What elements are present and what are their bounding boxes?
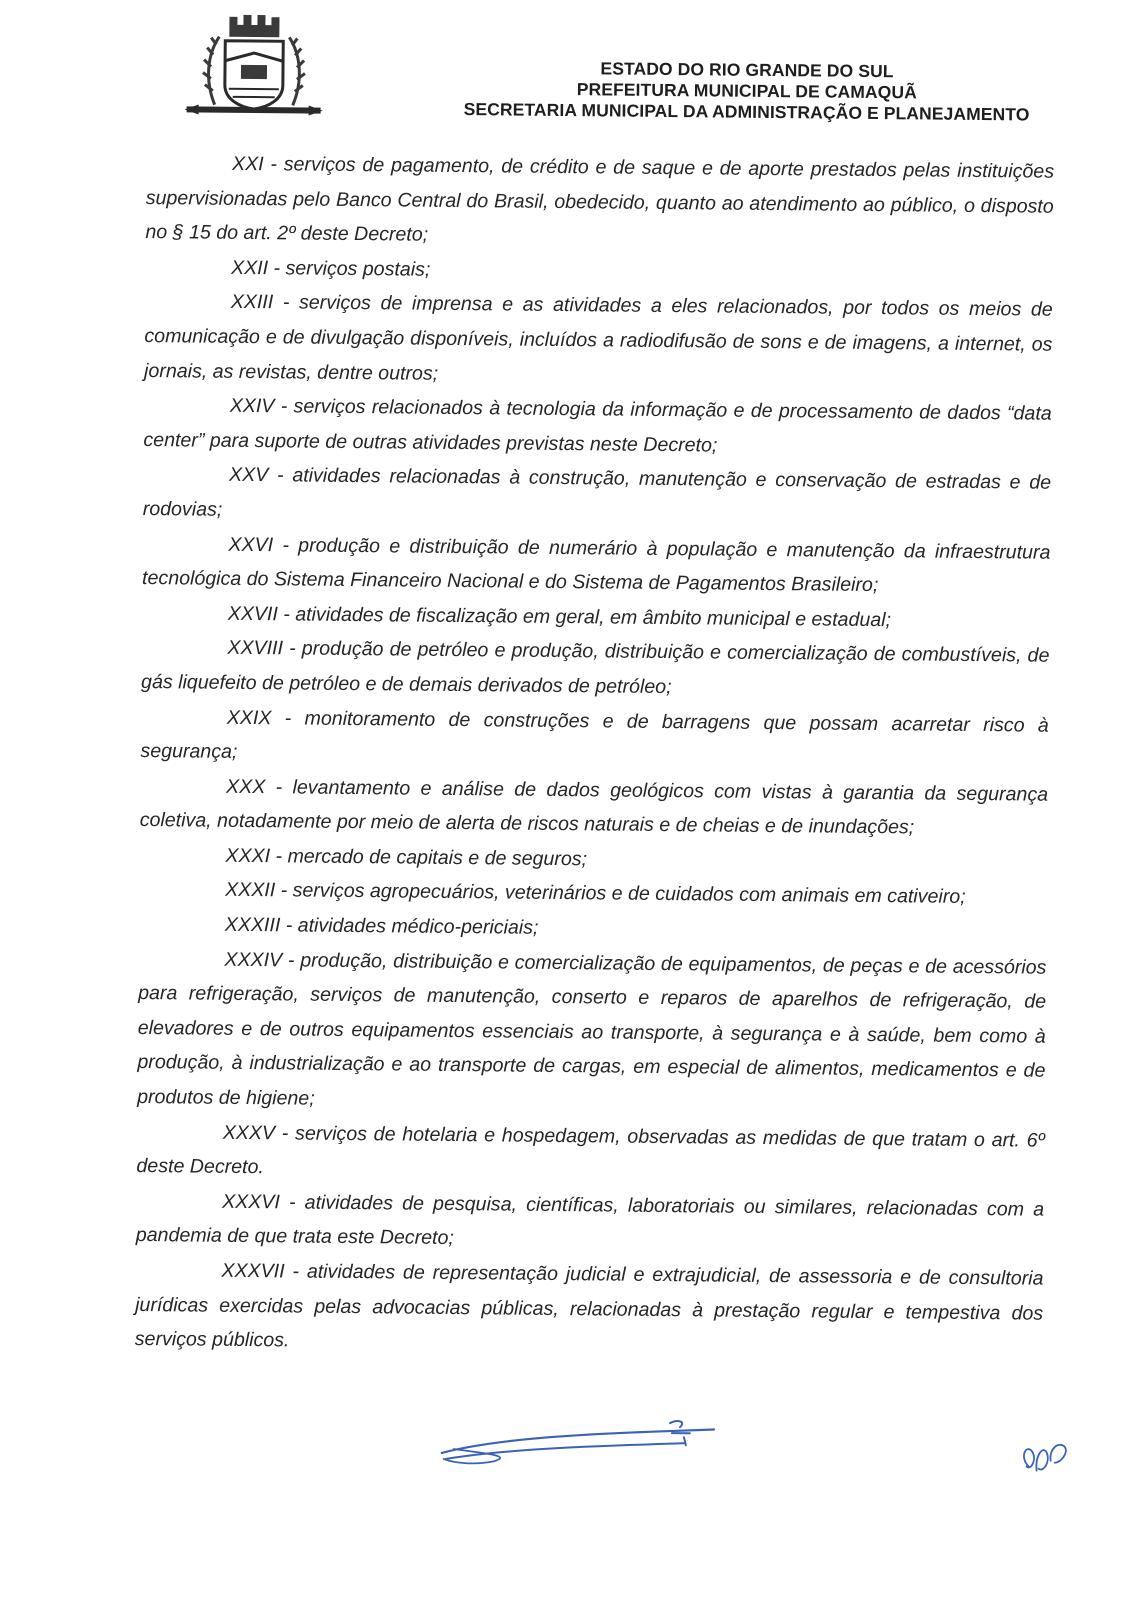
handwritten-initials-icon: [1008, 1426, 1079, 1487]
decree-item-xxxvi: XXXVI - atividades de pesquisa, científicas, laboratoriais ou similares, relacionadas com a pandemia de que trata este Decreto;: [135, 1190, 1045, 1250]
decree-item-xxxv: XXXV - serviços de hotelaria e hospedagem, observadas as medidas de que tratam o art. 6º deste Decreto.: [136, 1121, 1045, 1179]
decree-item-xxiv: XXIV - serviços relacionados à tecnologia da informação e de processamento de dados “data center” para suporte de outras atividades previstas neste Decreto;: [143, 394, 1052, 457]
letterhead: [6, 0, 1125, 145]
signature-area: [0, 1395, 1119, 1526]
decree-item-xxxii: XXXII - serviços agropecuários, veterinários e de cuidados com animais em cativeiro;: [225, 879, 966, 909]
decree-item-xxii: XXII - serviços postais;: [230, 256, 431, 281]
decree-item-xxv: XXV - atividades relacionadas à construção, manutenção e conservação de estradas e de rodovias;: [142, 464, 1052, 521]
decree-item-xxxvii: XXXVII - atividades de representação judicial e extrajudicial, de assessoria e de consultoria jurídicas exercidas pelas advocacias públicas, relacionadas à prestação regular e tempestiva dos serviços públicos.: [134, 1259, 1044, 1352]
decree-item-xxiii: XXIII - serviços de imprensa e as atividades a eles relacionados, por todos os meios de comunicação e de divulgação disponíveis, incluídos a radiodifusão de sons e de imagens, a internet, os jornais, as revistas, dentre outros;: [143, 291, 1053, 385]
municipal-coat-of-arms-icon: [184, 10, 323, 129]
letterhead-text: [407, 56, 1088, 126]
decree-item-xxvi: XXVI - produção e distribuição de numerário à população e manutenção da infraestrutura tecnológica do Sistema Financeiro Nacional e do Sistema de Pagamentos Brasileiro;: [142, 533, 1051, 597]
decree-item-xxix: XXIX - monitoramento de construções e de barragens que possam acarretar risco à segurança;: [140, 706, 1049, 763]
handwritten-signature-icon: [434, 1409, 735, 1472]
decree-item-xxi: XXI - serviços de pagamento, de crédito e de saque e de aporte prestados pelas instituições supervisionadas pelo Banco Central do Brasil, obedecido, quanto ao atendimento ao público, o disposto no § 15 do art. 2º deste Decreto;: [145, 152, 1055, 246]
header-municipality: PREFEITURA MUNICIPAL DE CAMAQUÃ: [576, 79, 917, 103]
decree-item-xxviii: XXVIII - produção de petróleo e produção, distribuição e comercialização de combustíveis, de gás liquefeito de petróleo e de demais derivados de petróleo;: [141, 637, 1050, 698]
decree-item-xxxi: XXXI - mercado de capitais e de seguros;: [225, 844, 588, 871]
decree-item-xxxiv: XXXIV - produção, distribuição e comercialização de equipamentos, de peças e de acessórios para refrigeração, serviços de manutenção, conserto e reparos de aparelhos de refrigeração, de elevadores e de outros equipamentos essenciais ao transporte, à segurança e à saúde, bem como à produção, à industrialização e ao transporte de cargas, em especial de alimentos, medicamentos e de produtos de higiene;: [137, 948, 1047, 1110]
decree-body: [135, 146, 1055, 1365]
header-state: ESTADO DO RIO GRANDE DO SUL: [600, 58, 894, 82]
decree-item-xxxiii: XXXIII - atividades médico-periciais;: [224, 913, 539, 939]
header-department: SECRETARIA MUNICIPAL DA ADMINISTRAÇÃO E PLANEJAMENTO: [463, 99, 1030, 125]
decree-item-xxvii: XXVII - atividades de fiscalização em geral, em âmbito municipal e estadual;: [227, 602, 892, 631]
decree-item-xxx: XXX - levantamento e análise de dados geológicos com vistas à garantia da segurança coletiva, notadamente por meio de alerta de riscos naturais e de cheias e de inundações;: [139, 775, 1049, 839]
